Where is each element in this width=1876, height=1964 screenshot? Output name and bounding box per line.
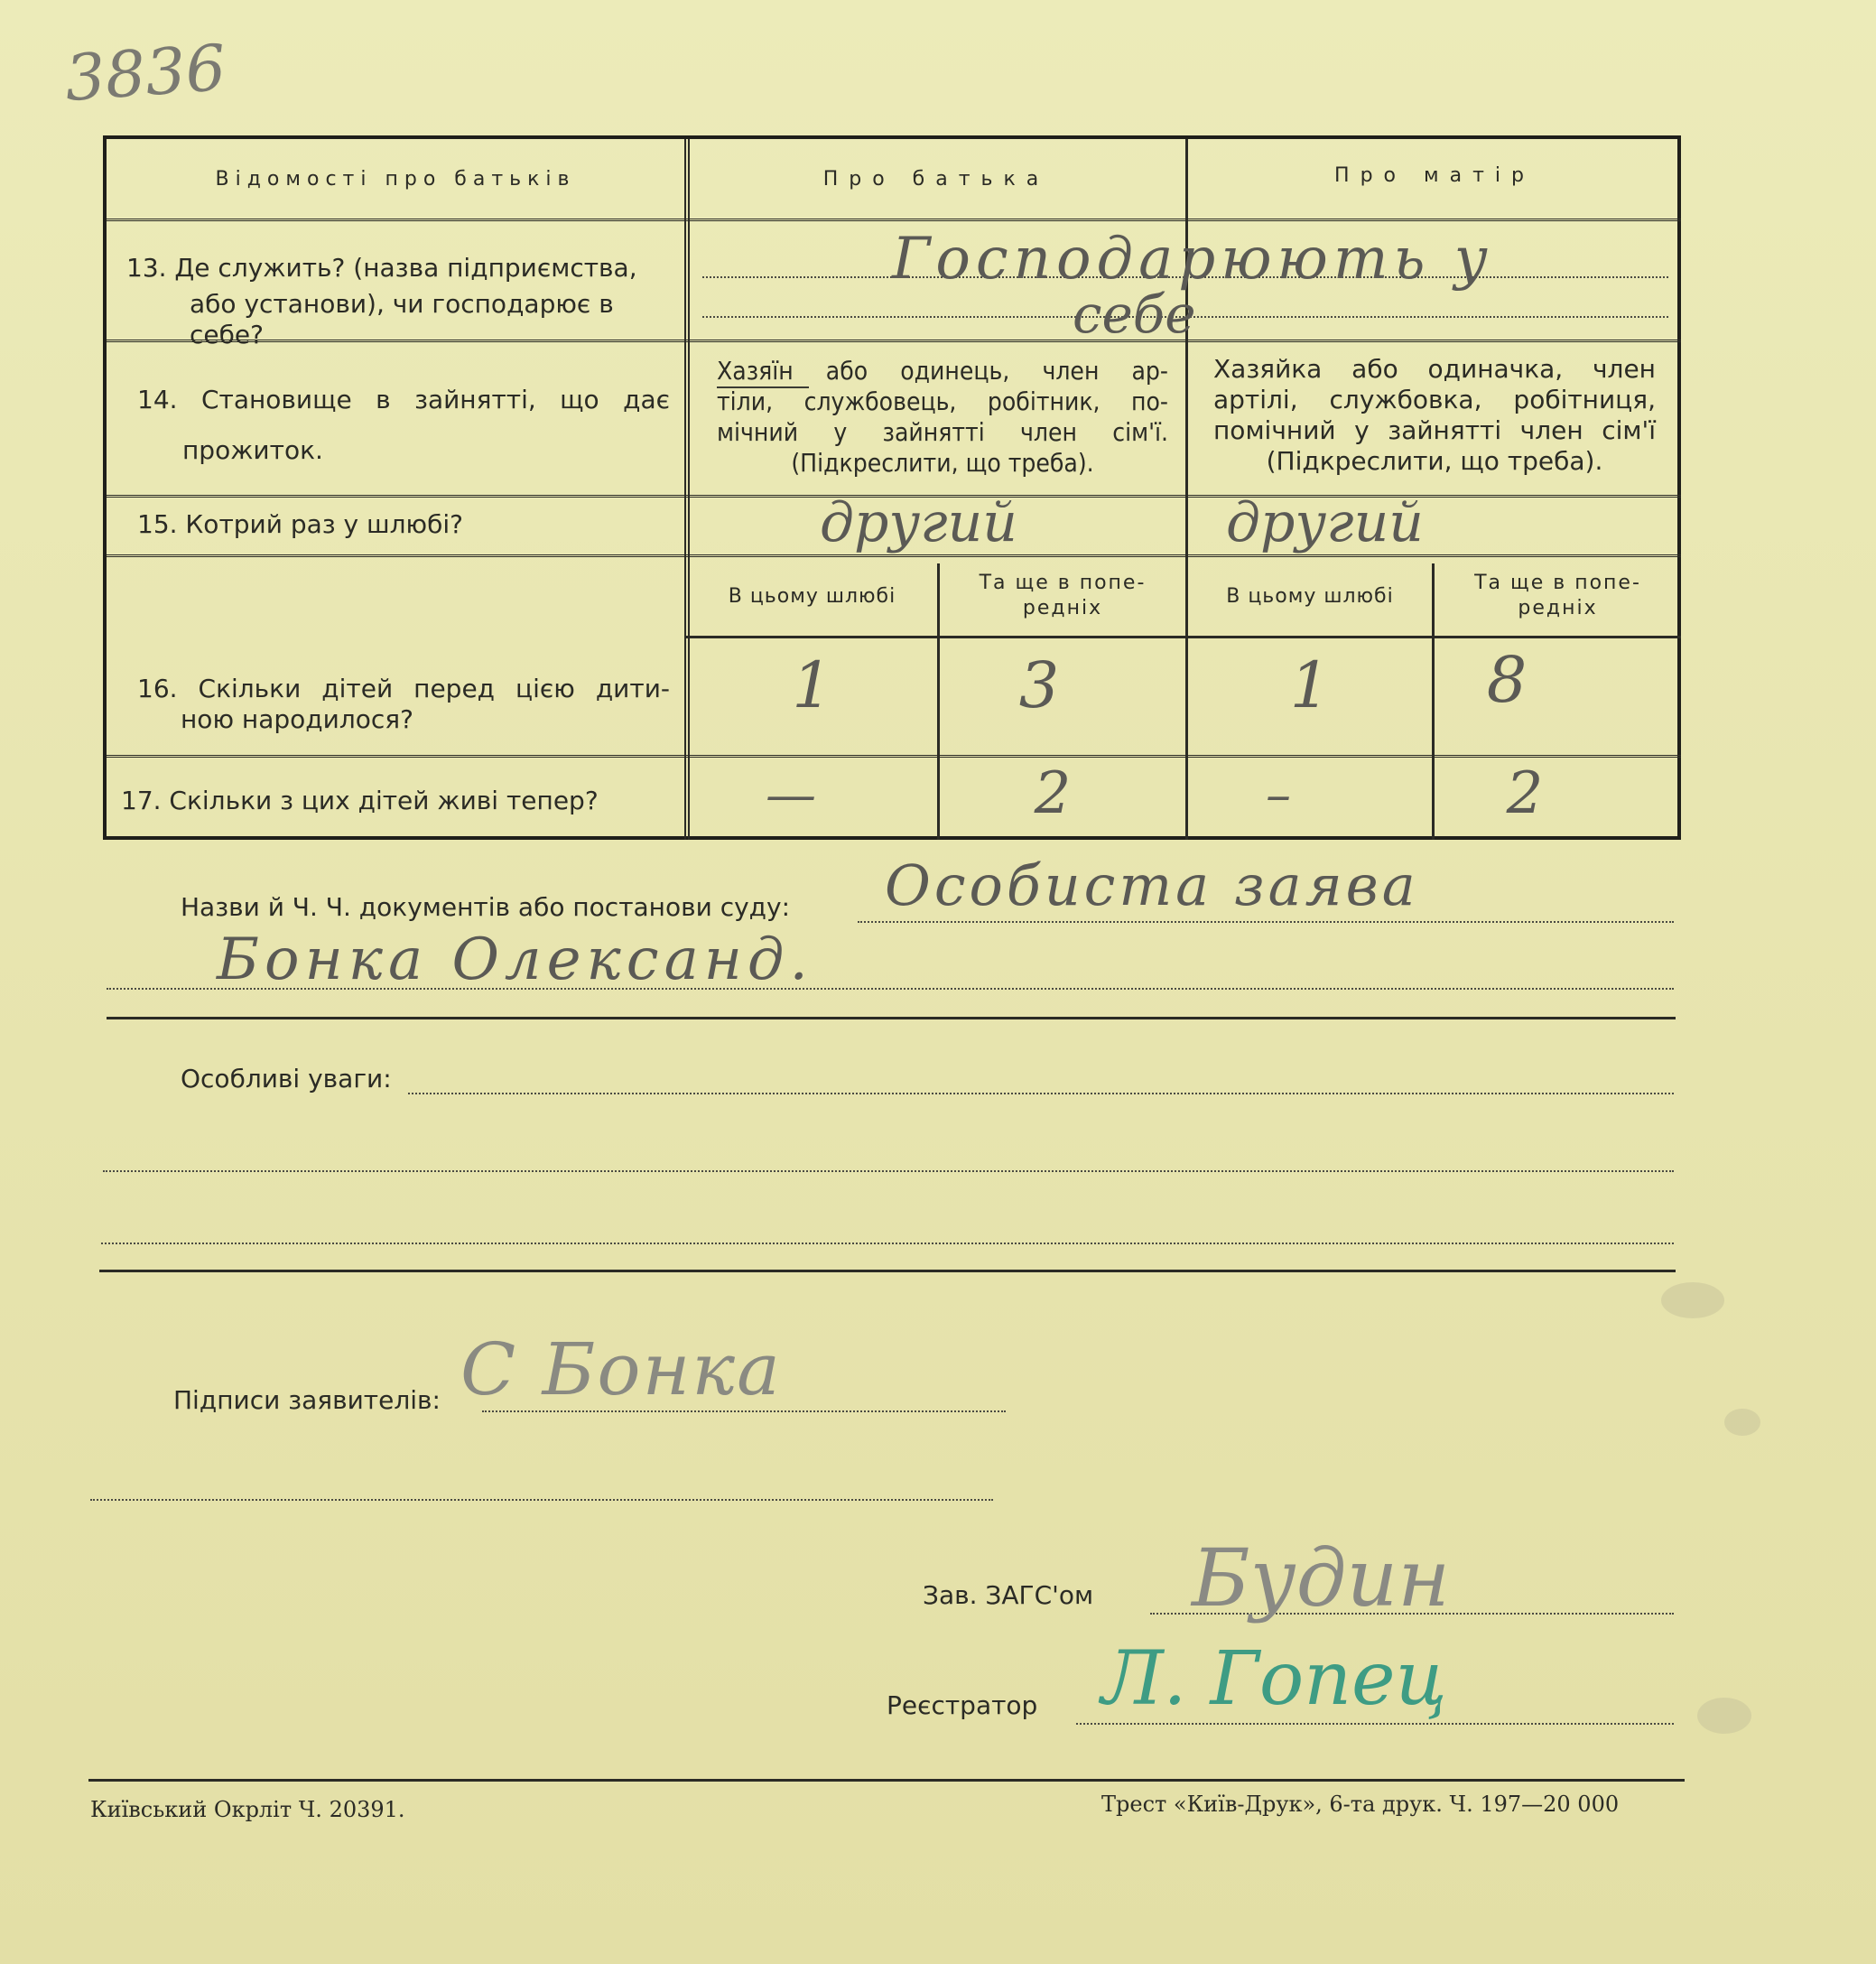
- registrar-signature-line: [1076, 1723, 1674, 1725]
- row14-question: 14. Становище в зайнятті, що дає прожиток.: [137, 385, 670, 465]
- row16-mother-this: 1: [1289, 648, 1331, 722]
- row17-mother-prev: 2: [1506, 760, 1544, 827]
- divider-line: [107, 1017, 1676, 1019]
- row13-answer-line1: Господарюють у: [892, 226, 1493, 293]
- remarks-dotted-line: [408, 1093, 1674, 1094]
- paper-spot: [1697, 1698, 1751, 1734]
- registrar-label: Реєстратор: [887, 1690, 1038, 1720]
- documents-line2: Бонка Олександ.: [217, 926, 813, 993]
- row14-father-options: Хазяїн або одинець, член ар- тіли, службовець, робітник, по- мічний у зайнятті член сім'ї. (Підкреслити, що треба).: [717, 356, 1168, 478]
- documents-line1: Особиста заява: [885, 852, 1419, 918]
- row15-father-answer: другий: [820, 491, 1017, 554]
- header-parents-info: Відомості про батьків: [215, 168, 576, 191]
- head-signature: Будин: [1192, 1531, 1451, 1624]
- remarks-dotted-line: [103, 1170, 1674, 1172]
- header-father: Про батька: [822, 168, 1050, 191]
- row16-father-this-marriage-header: В цьому шлюбі: [728, 585, 896, 608]
- row16-father-prev: 3: [1018, 648, 1060, 722]
- documents-dotted-line: [858, 921, 1674, 923]
- row16-mother-previous-header: Та ще в попе- редніх: [1474, 572, 1641, 619]
- row16-mother-this-marriage-header: В цьому шлюбі: [1226, 585, 1394, 608]
- paper-spot: [1661, 1282, 1724, 1318]
- row17-mother-this: –: [1266, 766, 1291, 824]
- footer-left-imprint: Київський Окрліт Ч. 20391.: [90, 1797, 405, 1822]
- row17-question: 17. Скільки з цих дітей живі тепер?: [121, 786, 599, 815]
- row16-father-this: 1: [792, 648, 832, 722]
- divider-line: [99, 1270, 1676, 1272]
- row15-question: 15. Котрий раз у шлюбі?: [137, 509, 464, 539]
- applicants-signature-line-2: [90, 1499, 993, 1501]
- paper-spot: [1724, 1409, 1760, 1436]
- row15-mother-answer: другий: [1226, 491, 1424, 554]
- footer-line: [88, 1779, 1685, 1782]
- remarks-dotted-line: [101, 1243, 1674, 1244]
- row14-mother-options: Хазяйка або одиначка, член артілі, службовка, робітниця, помічний у зайнятті член сім'ї (Підкреслити, що треба).: [1213, 354, 1656, 476]
- row16-mother-prev: 8: [1486, 643, 1528, 717]
- corner-number: 3836: [62, 30, 228, 116]
- row14-father-underline: [717, 386, 809, 388]
- footer-right-imprint: Трест «Київ-Друк», 6-та друк. Ч. 197—20 000: [1101, 1792, 1620, 1817]
- row13-question: 13. Де служить? (назва підприємства, або установи), чи господарює в себе?: [126, 253, 637, 349]
- row17-father-this: —: [766, 766, 816, 824]
- registrar-signature: Л. Гопец: [1101, 1636, 1447, 1722]
- documents-label: Назви й Ч. Ч. документів або постанови суду:: [181, 892, 791, 922]
- row16-question: 16. Скільки дітей перед цією дити- ною народилося?: [137, 674, 670, 734]
- parents-info-table: [103, 135, 1681, 840]
- applicant-signature: С Бонка: [460, 1327, 782, 1411]
- row16-father-previous-header: Та ще в попе- редніх: [979, 572, 1147, 619]
- remarks-label: Особливі уваги:: [181, 1064, 392, 1094]
- header-mother: Про матір: [1334, 164, 1535, 187]
- applicants-signature-label: Підписи заявителів:: [173, 1385, 441, 1415]
- row17-father-prev: 2: [1034, 760, 1072, 827]
- row13-answer-line2: себе: [1073, 284, 1196, 345]
- head-of-registry-label: Зав. ЗАГС'ом: [923, 1580, 1094, 1610]
